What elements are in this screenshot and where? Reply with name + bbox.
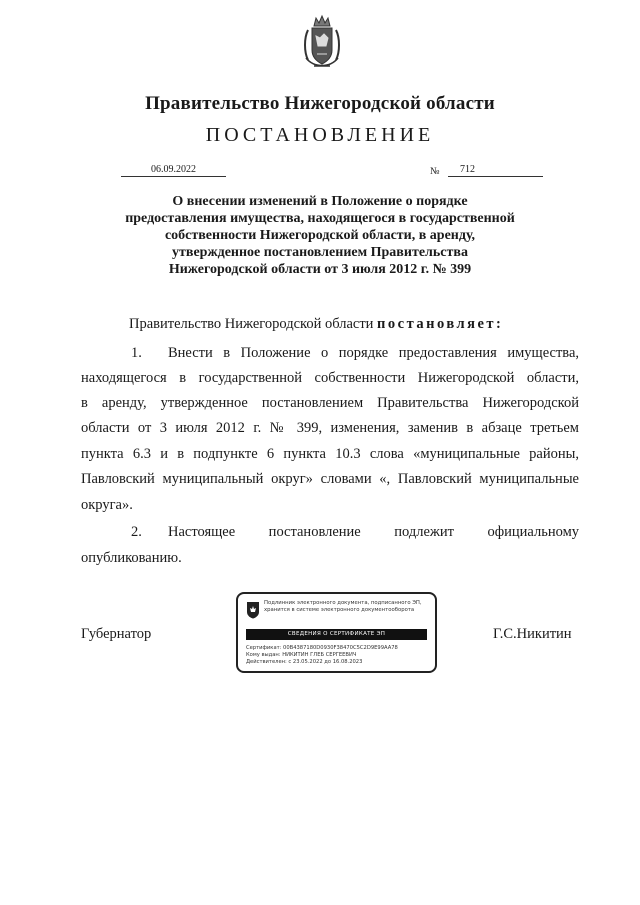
document-subject [108, 193, 532, 278]
item-1-line: пункта 6.3 и в подпункте 6 пункта 10.3 слова «муниципальные районы, [81, 446, 579, 462]
certificate-validity: Действителен: с 23.05.2022 до 16.08.2023 [246, 659, 363, 665]
item-1-line: округа». [81, 497, 133, 513]
item-1-line: Павловский муниципальный округ» словами «, Павловский муниципальные [81, 471, 579, 487]
stamp-notice-line: хранится в системе электронного документооборота [264, 607, 415, 613]
item-1-number: 1. [131, 345, 142, 361]
item-2-number: 2. [131, 524, 142, 540]
item-1-line: находящегося в государственной собственности Нижегородской области, [81, 370, 579, 386]
government-title: Правительство Нижегородской области [145, 93, 495, 114]
item-2-line: Настоящее постановление подлежит официальному [168, 524, 579, 540]
subject-line: О внесении изменений в Положение о порядке [172, 194, 468, 209]
document-type-heading: ПОСТАНОВЛЕНИЕ [205, 124, 435, 146]
signer-name: Г.С.Никитин [493, 626, 572, 642]
certificate-owner: Кому выдан: НИКИТИН ГЛЕБ СЕРГЕЕВИЧ [246, 652, 357, 658]
number-sign: № [430, 166, 440, 177]
coat-of-arms-emblem [300, 14, 344, 74]
document-number: 712 [448, 164, 543, 177]
item-1-line: в аренду, утвержденное постановлением Правительства Нижегородской [81, 395, 579, 411]
preamble-text: Правительство Нижегородской области [129, 316, 378, 332]
certificate-header: СВЕДЕНИЯ О СЕРТИФИКАТЕ ЭП [246, 629, 427, 640]
preamble-action: постановляет: [377, 316, 504, 332]
subject-line: собственности Нижегородской области, в аренду, [164, 228, 476, 243]
item-1-line: Внести в Положение о порядке предоставления имущества, [168, 345, 579, 361]
certificate-serial: Сертификат: 00B4387180D0930F38470C5C2D9E99AA78 [246, 645, 398, 651]
subject-line: предоставления имущества, находящегося в государственной [125, 211, 515, 226]
subject-line: утвержденное постановлением Правительства [172, 245, 468, 260]
certificate-details [246, 645, 398, 666]
item-1-line: области от 3 июля 2012 г. № 399, изменения, заменив в абзаце третьем [81, 420, 579, 436]
electronic-signature-stamp [236, 592, 437, 673]
document-date: 06.09.2022 [121, 164, 226, 177]
preamble [129, 316, 503, 333]
stamp-notice-line: Подлинник электронного документа, подписанного ЭП, [264, 600, 422, 606]
item-2-line: опубликованию. [81, 550, 182, 566]
signer-title: Губернатор [81, 626, 152, 642]
subject-line: Нижегородской области от 3 июля 2012 г. № 399 [168, 262, 472, 277]
coat-of-arms-icon [246, 601, 260, 619]
stamp-original-notice [264, 600, 422, 614]
